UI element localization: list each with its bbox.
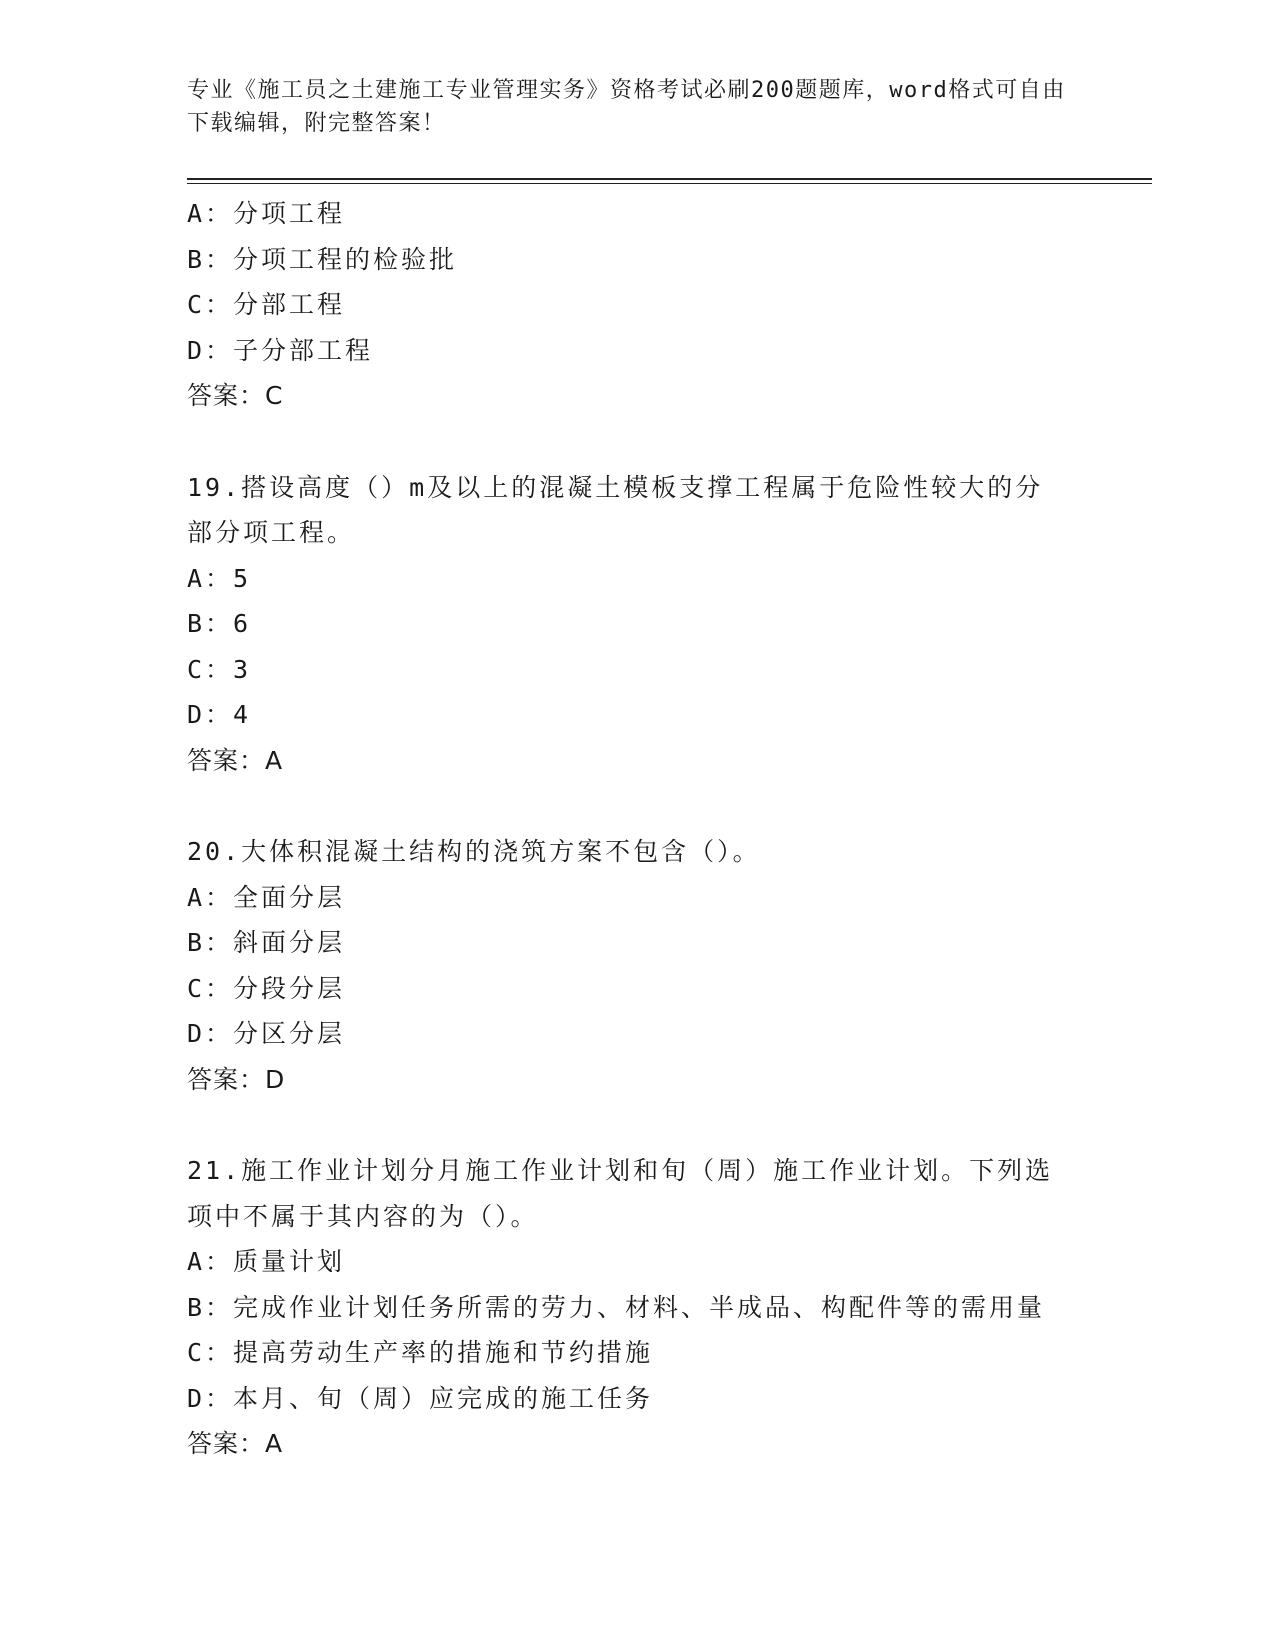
option-c: C：分段分层 xyxy=(187,973,346,1003)
option-b: B：完成作业计划任务所需的劳力、材料、半成品、构配件等的需用量 xyxy=(187,1292,1046,1322)
document-header: 专业《施工员之土建施工专业管理实务》资格考试必刷200题题库，word格式可自由下载编辑，附完整答案！ xyxy=(187,78,1066,136)
option-a: A：5 xyxy=(187,563,252,593)
option-a: A：分项工程 xyxy=(187,199,346,228)
option-a: A：质量计划 xyxy=(187,1247,346,1276)
question-20 xyxy=(187,829,1087,1102)
answer-line: 答案：A xyxy=(187,745,284,775)
question-stem: 19.搭设高度（）m及以上的混凝土模板支撑工程属于危险性较大的分部分项工程。 xyxy=(187,472,1044,547)
option-d: D：子分部工程 xyxy=(187,335,374,365)
option-b: B：6 xyxy=(187,609,252,638)
spacer xyxy=(187,1102,1087,1148)
question-stem: 21.施工作业计划分月施工作业计划和旬（周）施工作业计划。下列选项中不属于其内容的为（）。 xyxy=(187,1156,1054,1231)
question-18-continued xyxy=(187,191,1087,419)
question-list xyxy=(187,191,1087,1467)
answer-line: 答案：C xyxy=(187,381,284,410)
option-a: A：全面分层 xyxy=(187,882,346,912)
header-rule-thin xyxy=(187,183,1152,184)
header-rule-thick xyxy=(187,178,1152,180)
question-19 xyxy=(187,465,1087,784)
option-c: C：提高劳动生产率的措施和节约措施 xyxy=(187,1338,654,1367)
question-21 xyxy=(187,1148,1087,1467)
spacer xyxy=(187,419,1087,465)
option-d: D：分区分层 xyxy=(187,1019,346,1048)
answer-line: 答案：D xyxy=(187,1064,286,1094)
option-b: B：斜面分层 xyxy=(187,928,346,957)
option-b: B：分项工程的检验批 xyxy=(187,244,458,274)
option-c: C：3 xyxy=(187,654,252,684)
option-c: C：分部工程 xyxy=(187,290,346,319)
option-d: D：本月、旬（周）应完成的施工任务 xyxy=(187,1383,654,1413)
spacer xyxy=(187,783,1087,829)
option-d: D：4 xyxy=(187,700,252,729)
answer-line: 答案：A xyxy=(187,1429,284,1458)
question-stem: 20.大体积混凝土结构的浇筑方案不包含（）。 xyxy=(187,837,761,866)
